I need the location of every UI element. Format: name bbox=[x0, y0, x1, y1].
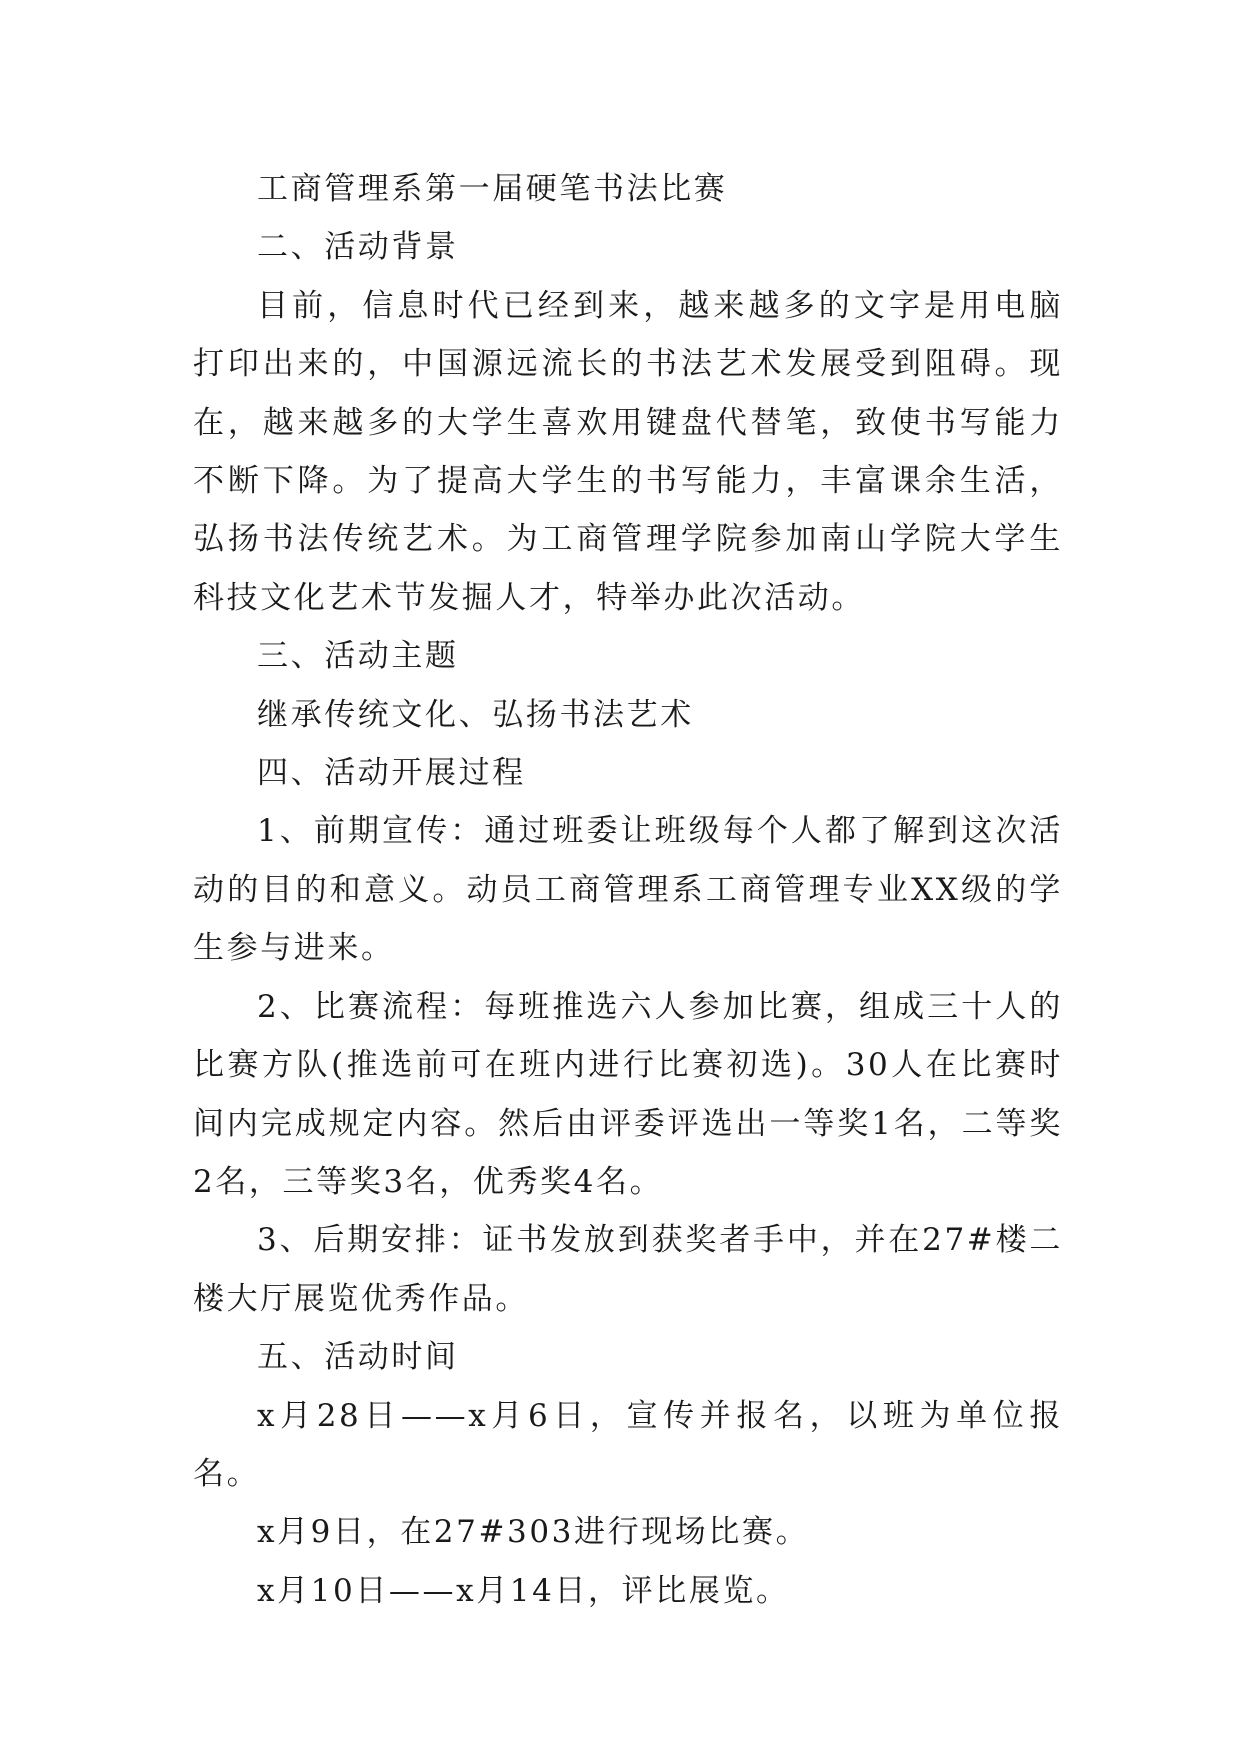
schedule-item-registration: x月28日——x月6日，宣传并报名，以班为单位报名。 bbox=[193, 1397, 1063, 1492]
section-heading-background: 二、活动背景 bbox=[257, 229, 459, 266]
theme-paragraph: 继承传统文化、弘扬书法艺术 bbox=[257, 696, 694, 733]
background-paragraph: 目前，信息时代已经到来，越来越多的文字是用电脑打印出来的，中国源远流长的书法艺术发展受到阻碍。现在，越来越多的大学生喜欢用键盘代替笔，致使书写能力不断下降。为了提高大学生的书写能力，丰富课余生活，弘扬书法传统艺术。为工商管理学院参加南山学院大学生科技文化艺术节发掘人才，特举办此次活动。 bbox=[193, 287, 1063, 616]
process-step-competition: 2、比赛流程：每班推选六人参加比赛，组成三十人的比赛方队(推选前可在班内进行比赛初选)。30人在比赛时间内完成规定内容。然后由评委评选出一等奖1名，二等奖2名，三等奖3名，优秀奖4名。 bbox=[193, 988, 1063, 1200]
process-step-publicity: 1、前期宣传：通过班委让班级每个人都了解到这次活动的目的和意义。动员工商管理系工商管理专业XX级的学生参与进来。 bbox=[193, 813, 1063, 967]
event-title: 工商管理系第一届硬笔书法比赛 bbox=[257, 171, 728, 207]
schedule-item-exhibition: x月10日——x月14日，评比展览。 bbox=[257, 1572, 790, 1609]
section-heading-process: 四、活动开展过程 bbox=[257, 755, 526, 792]
section-heading-theme: 三、活动主题 bbox=[257, 638, 459, 675]
document-body bbox=[193, 160, 1063, 1620]
process-step-followup: 3、后期安排：证书发放到获奖者手中，并在27#楼二楼大厅展览优秀作品。 bbox=[193, 1222, 1063, 1317]
schedule-item-competition: x月9日，在27#303进行现场比赛。 bbox=[257, 1514, 810, 1551]
section-heading-time: 五、活动时间 bbox=[257, 1339, 459, 1376]
